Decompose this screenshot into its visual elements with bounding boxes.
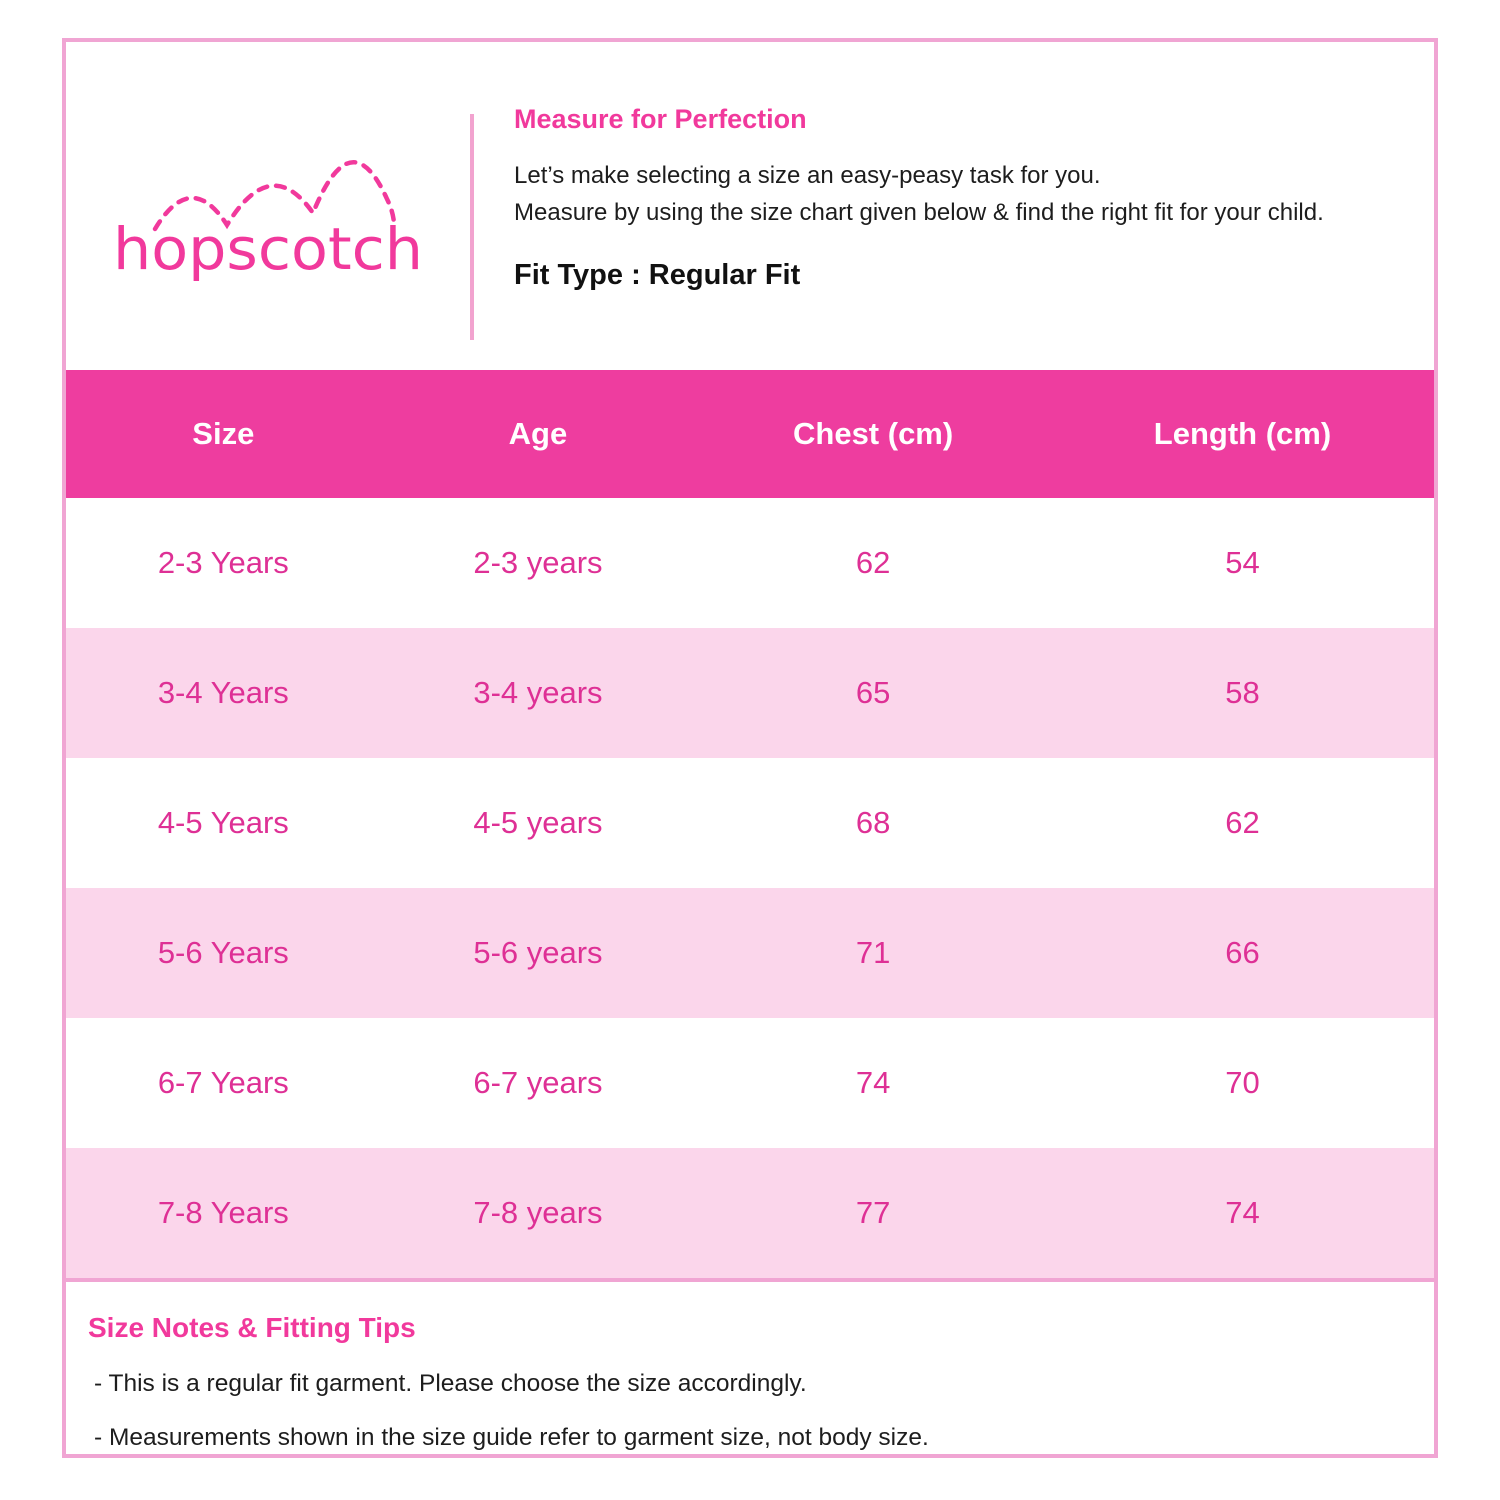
cell-chest: 65 (855, 675, 891, 710)
cell-age: 7-8 years (473, 1195, 603, 1230)
size-chart-card (62, 38, 1438, 1458)
intro-section (66, 42, 1434, 370)
cell-age: 4-5 years (473, 805, 603, 840)
intro-body (514, 157, 1384, 231)
hopscotch-logo-icon (103, 111, 433, 301)
fit-type-label: Fit Type : Regular Fit (514, 259, 801, 291)
cell-length: 62 (1225, 805, 1260, 840)
cell-age: 3-4 years (473, 675, 603, 710)
intro-line-2: Measure by using the size chart given below & find the right fit for your child. (514, 199, 1324, 226)
table-row (66, 1018, 1434, 1148)
cell-size: 6-7 Years (157, 1065, 289, 1100)
cell-size: 3-4 Years (157, 675, 289, 710)
table-row (66, 628, 1434, 758)
intro-text-block (474, 42, 1434, 370)
logo-text: hopscotch (113, 215, 423, 283)
cell-chest: 62 (855, 545, 891, 580)
col-header-chest: Chest (cm) (793, 416, 954, 451)
cell-size: 7-8 Years (157, 1195, 289, 1230)
cell-size: 5-6 Years (157, 935, 289, 970)
col-header-age: Age (508, 416, 568, 451)
cell-chest: 68 (855, 805, 891, 840)
intro-heading: Measure for Perfection (514, 104, 807, 134)
size-notes-heading: Size Notes & Fitting Tips (88, 1312, 416, 1343)
cell-chest: 77 (855, 1195, 891, 1230)
size-notes-section (66, 1278, 1434, 1478)
cell-length: 66 (1225, 935, 1260, 970)
cell-age: 6-7 years (473, 1065, 603, 1100)
brand-logo (66, 42, 470, 370)
size-note-item: - Measurements shown in the size guide refer to garment size, not body size. (94, 1424, 929, 1451)
cell-length: 54 (1225, 545, 1260, 580)
table-row (66, 1148, 1434, 1278)
cell-length: 58 (1225, 675, 1260, 710)
col-header-length: Length (cm) (1153, 416, 1332, 451)
intro-line-1: Let’s make selecting a size an easy-peasy task for you. (514, 162, 1101, 189)
cell-age: 5-6 years (473, 935, 603, 970)
table-row (66, 888, 1434, 1018)
cell-length: 74 (1225, 1195, 1260, 1230)
cell-age: 2-3 years (473, 545, 603, 580)
size-note-item: - This is a regular fit garment. Please choose the size accordingly. (94, 1370, 807, 1397)
col-header-size: Size (192, 416, 255, 451)
cell-chest: 74 (855, 1065, 891, 1100)
cell-chest: 71 (855, 935, 891, 970)
table-header-row (66, 370, 1434, 498)
table-row (66, 758, 1434, 888)
table-row (66, 498, 1434, 628)
cell-length: 70 (1225, 1065, 1260, 1100)
cell-size: 2-3 Years (157, 545, 289, 580)
cell-size: 4-5 Years (157, 805, 289, 840)
